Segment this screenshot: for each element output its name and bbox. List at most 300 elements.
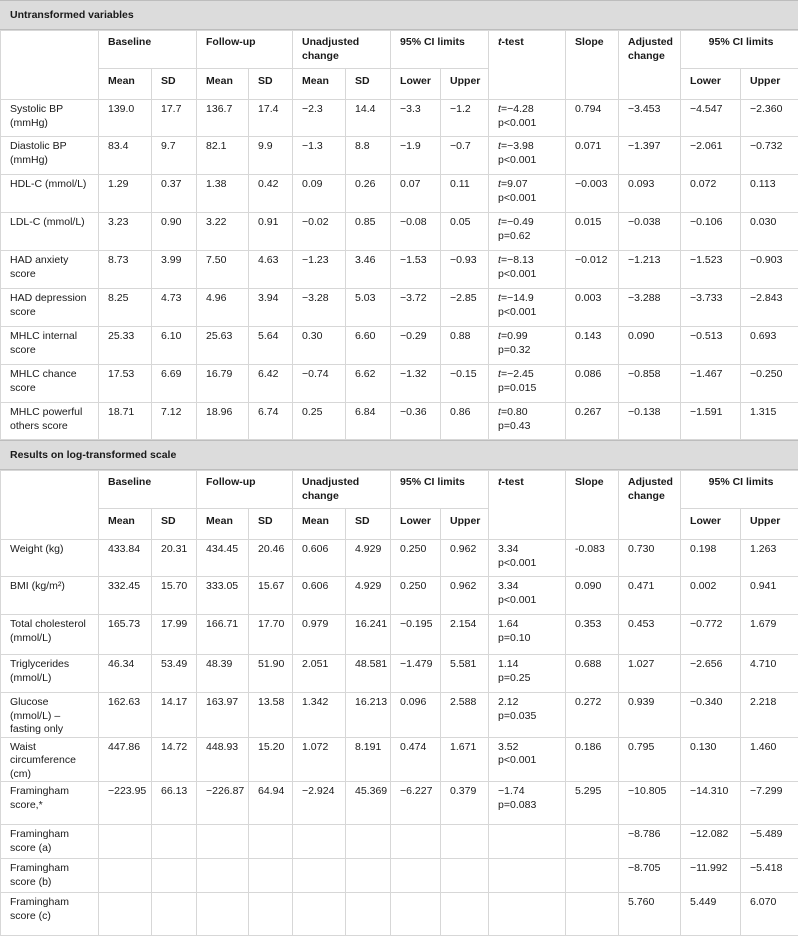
- cell-baseline-mean: 139.0: [99, 100, 152, 137]
- ttest-stat: [498, 140, 559, 154]
- subheader-upper: Upper: [741, 69, 798, 100]
- ttest-p-value: p<0.001: [498, 153, 537, 166]
- cell-adjusted-ci-upper: −0.903: [741, 251, 798, 289]
- cell-unadjusted-sd: 6.84: [346, 403, 391, 440]
- ttest-stat-value: =−14.9: [500, 292, 534, 304]
- cell-followup-mean: 1.38: [197, 175, 249, 213]
- ttest-p-value: p=0.32: [498, 343, 531, 356]
- cell-adjusted-change: −1.213: [619, 251, 681, 289]
- cell-slope: 0.794: [566, 100, 619, 137]
- cell-ttest: [489, 137, 566, 175]
- table-row: [1, 693, 798, 738]
- untransformed-table: [0, 30, 798, 440]
- subheader-mean: Mean: [293, 69, 346, 100]
- ttest-stat-value: =0.99: [500, 330, 528, 342]
- cell-followup-mean: [197, 825, 249, 859]
- cell-unadjusted-sd: 14.4: [346, 100, 391, 137]
- ttest-stat: [498, 741, 559, 755]
- cell-adjusted-change: 1.027: [619, 655, 681, 693]
- cell-ttest: [489, 737, 566, 782]
- cell-ttest: [489, 782, 566, 825]
- subheader-lower: Lower: [391, 69, 441, 100]
- cell-adjusted-ci-lower: −2.656: [681, 655, 741, 693]
- cell-slope: 0.090: [566, 577, 619, 615]
- ttest-p-value: p=0.10: [498, 631, 531, 644]
- cell-adjusted-ci-upper: 1.263: [741, 540, 798, 577]
- cell-adjusted-change: 0.453: [619, 615, 681, 655]
- cell-ci-lower: [391, 893, 441, 936]
- cell-adjusted-ci-lower: −1.523: [681, 251, 741, 289]
- cell-unadjusted-sd: [346, 825, 391, 859]
- ttest-stat-value: =−8.13: [500, 254, 534, 266]
- header-ttest-italic: t: [498, 36, 502, 48]
- row-label: HAD anxiety score: [1, 251, 99, 289]
- ttest-stat-value: =9.07: [500, 178, 528, 190]
- subheader-lower: Lower: [681, 69, 741, 100]
- cell-adjusted-ci-lower: 5.449: [681, 893, 741, 936]
- cell-ci-lower: −0.195: [391, 615, 441, 655]
- cell-followup-sd: 6.42: [249, 365, 293, 403]
- ttest-p-value: p<0.001: [498, 116, 537, 129]
- cell-baseline-mean: [99, 893, 152, 936]
- cell-followup-mean: [197, 893, 249, 936]
- cell-unadjusted-mean: −2.924: [293, 782, 346, 825]
- cell-unadjusted-sd: [346, 893, 391, 936]
- cell-unadjusted-sd: 16.213: [346, 693, 391, 738]
- cell-followup-sd: 3.94: [249, 289, 293, 327]
- row-label: Framingham score (c): [1, 893, 99, 936]
- row-label: Systolic BP (mmHg): [1, 100, 99, 137]
- cell-unadjusted-mean: 0.25: [293, 403, 346, 440]
- cell-adjusted-change: −3.288: [619, 289, 681, 327]
- cell-baseline-sd: 53.49: [152, 655, 197, 693]
- table-row: [1, 825, 798, 859]
- cell-adjusted-ci-lower: −2.061: [681, 137, 741, 175]
- cell-ci-upper: 1.671: [441, 737, 489, 782]
- cell-followup-sd: 13.58: [249, 693, 293, 738]
- row-label: HDL-C (mmol/L): [1, 175, 99, 213]
- table-row: [1, 251, 798, 289]
- cell-adjusted-ci-upper: 1.315: [741, 403, 798, 440]
- cell-adjusted-ci-upper: −2.843: [741, 289, 798, 327]
- table-row: [1, 615, 798, 655]
- cell-ttest: [489, 175, 566, 213]
- cell-baseline-mean: [99, 825, 152, 859]
- cell-followup-mean: 7.50: [197, 251, 249, 289]
- cell-ci-upper: 5.581: [441, 655, 489, 693]
- subheader-sd: SD: [152, 509, 197, 540]
- cell-unadjusted-mean: −0.74: [293, 365, 346, 403]
- subheader-upper: Upper: [741, 509, 798, 540]
- cell-ci-lower: −1.32: [391, 365, 441, 403]
- cell-ttest: [489, 289, 566, 327]
- cell-followup-mean: 163.97: [197, 693, 249, 738]
- subheader-mean: Mean: [197, 69, 249, 100]
- header-unadjusted-change: Unadjusted change: [293, 471, 391, 509]
- ttest-p-value: p=0.015: [498, 381, 537, 394]
- cell-followup-mean: [197, 859, 249, 893]
- cell-followup-sd: 17.70: [249, 615, 293, 655]
- cell-adjusted-ci-lower: −14.310: [681, 782, 741, 825]
- cell-followup-sd: 6.74: [249, 403, 293, 440]
- ttest-symbol: t: [498, 103, 501, 115]
- cell-baseline-sd: [152, 859, 197, 893]
- cell-adjusted-ci-lower: −0.772: [681, 615, 741, 655]
- cell-baseline-sd: 6.10: [152, 327, 197, 365]
- cell-unadjusted-sd: 5.03: [346, 289, 391, 327]
- ttest-symbol: t: [498, 368, 501, 380]
- cell-ci-lower: [391, 859, 441, 893]
- cell-adjusted-change: 0.093: [619, 175, 681, 213]
- header-slope: Slope: [566, 471, 619, 540]
- cell-adjusted-ci-lower: −4.547: [681, 100, 741, 137]
- cell-slope: [566, 893, 619, 936]
- cell-ci-upper: [441, 893, 489, 936]
- cell-baseline-sd: [152, 893, 197, 936]
- table-row: [1, 137, 798, 175]
- table-row: [1, 327, 798, 365]
- cell-ci-lower: 0.250: [391, 540, 441, 577]
- cell-ttest: [489, 655, 566, 693]
- untransformed-body: [1, 100, 798, 440]
- cell-adjusted-ci-upper: 0.693: [741, 327, 798, 365]
- ttest-stat: [498, 330, 559, 344]
- cell-ci-upper: −0.15: [441, 365, 489, 403]
- cell-baseline-sd: 15.70: [152, 577, 197, 615]
- ttest-p-value: p<0.001: [498, 267, 537, 280]
- cell-unadjusted-mean: −1.3: [293, 137, 346, 175]
- cell-baseline-mean: 25.33: [99, 327, 152, 365]
- header-ttest: [489, 471, 566, 540]
- row-label: Framingham score,*: [1, 782, 99, 825]
- log-table: [0, 470, 798, 936]
- cell-unadjusted-mean: −0.02: [293, 213, 346, 251]
- cell-followup-sd: [249, 893, 293, 936]
- ttest-symbol: t: [498, 254, 501, 266]
- ttest-stat: [498, 785, 559, 799]
- cell-baseline-mean: 83.4: [99, 137, 152, 175]
- cell-slope: 0.353: [566, 615, 619, 655]
- cell-ci-lower: −1.479: [391, 655, 441, 693]
- row-label: MHLC chance score: [1, 365, 99, 403]
- cell-unadjusted-mean: 0.606: [293, 577, 346, 615]
- header-ci-limits-adjusted: 95% CI limits: [681, 471, 798, 509]
- cell-adjusted-ci-upper: 0.113: [741, 175, 798, 213]
- row-label: BMI (kg/m²): [1, 577, 99, 615]
- cell-adjusted-ci-upper: −7.299: [741, 782, 798, 825]
- cell-ci-upper: −0.7: [441, 137, 489, 175]
- cell-baseline-sd: 17.7: [152, 100, 197, 137]
- cell-adjusted-ci-upper: −2.360: [741, 100, 798, 137]
- cell-followup-sd: 0.91: [249, 213, 293, 251]
- cell-baseline-sd: 3.99: [152, 251, 197, 289]
- cell-adjusted-change: 0.471: [619, 577, 681, 615]
- cell-ci-lower: −1.53: [391, 251, 441, 289]
- cell-followup-sd: 0.42: [249, 175, 293, 213]
- cell-ci-upper: [441, 825, 489, 859]
- cell-adjusted-ci-upper: 6.070: [741, 893, 798, 936]
- cell-adjusted-ci-upper: −5.418: [741, 859, 798, 893]
- cell-baseline-sd: 0.90: [152, 213, 197, 251]
- cell-unadjusted-sd: 8.8: [346, 137, 391, 175]
- cell-unadjusted-mean: −3.28: [293, 289, 346, 327]
- cell-ci-upper: [441, 859, 489, 893]
- row-label: HAD depression score: [1, 289, 99, 327]
- ttest-stat: [498, 543, 559, 557]
- cell-ci-lower: 0.07: [391, 175, 441, 213]
- cell-ci-upper: 0.11: [441, 175, 489, 213]
- header-baseline: Baseline: [99, 471, 197, 509]
- subheader-upper: Upper: [441, 509, 489, 540]
- ttest-stat: [498, 216, 559, 230]
- cell-followup-sd: 17.4: [249, 100, 293, 137]
- table-row: [1, 175, 798, 213]
- header-ttest-rest: -test: [501, 36, 524, 48]
- corner-cell: [1, 31, 99, 100]
- cell-baseline-sd: 0.37: [152, 175, 197, 213]
- row-label: Glucose (mmol/L) – fasting only: [1, 693, 99, 738]
- header-ci-limits: 95% CI limits: [391, 471, 489, 509]
- cell-ci-lower: 0.474: [391, 737, 441, 782]
- cell-ttest: [489, 825, 566, 859]
- cell-ci-lower: −1.9: [391, 137, 441, 175]
- header-unadjusted-change: Unadjusted change: [293, 31, 391, 69]
- table-row: [1, 540, 798, 577]
- ttest-symbol: t: [498, 406, 501, 418]
- cell-ci-lower: [391, 825, 441, 859]
- cell-ttest: [489, 893, 566, 936]
- cell-ci-lower: −3.3: [391, 100, 441, 137]
- ttest-p-value: p=0.035: [498, 709, 537, 722]
- cell-ci-upper: 0.379: [441, 782, 489, 825]
- ttest-p-value: p=0.25: [498, 671, 531, 684]
- cell-unadjusted-sd: [346, 859, 391, 893]
- cell-followup-sd: 20.46: [249, 540, 293, 577]
- table-row: [1, 213, 798, 251]
- table-row: [1, 782, 798, 825]
- cell-unadjusted-mean: [293, 859, 346, 893]
- cell-adjusted-ci-lower: −0.513: [681, 327, 741, 365]
- cell-followup-sd: 15.67: [249, 577, 293, 615]
- cell-ci-upper: 2.588: [441, 693, 489, 738]
- ttest-p-value: p<0.001: [498, 754, 537, 766]
- table-row: [1, 893, 798, 936]
- cell-ttest: [489, 540, 566, 577]
- cell-ttest: [489, 365, 566, 403]
- cell-adjusted-ci-upper: −0.732: [741, 137, 798, 175]
- cell-baseline-mean: 332.45: [99, 577, 152, 615]
- cell-unadjusted-mean: [293, 825, 346, 859]
- cell-ci-upper: 0.05: [441, 213, 489, 251]
- cell-followup-mean: −226.87: [197, 782, 249, 825]
- cell-slope: 0.267: [566, 403, 619, 440]
- cell-baseline-sd: 14.17: [152, 693, 197, 738]
- subheader-lower: Lower: [391, 509, 441, 540]
- subheader-sd: SD: [346, 509, 391, 540]
- cell-baseline-mean: 447.86: [99, 737, 152, 782]
- header-ttest-rest: -test: [501, 476, 524, 488]
- ttest-stat: [498, 103, 559, 117]
- cell-unadjusted-sd: 0.26: [346, 175, 391, 213]
- ttest-p-value: p<0.001: [498, 191, 537, 204]
- cell-baseline-mean: 162.63: [99, 693, 152, 738]
- row-label: Triglycerides (mmol/L): [1, 655, 99, 693]
- cell-adjusted-change: 0.939: [619, 693, 681, 738]
- cell-ci-lower: −0.08: [391, 213, 441, 251]
- cell-ci-upper: −2.85: [441, 289, 489, 327]
- cell-adjusted-ci-lower: 0.130: [681, 737, 741, 782]
- subheader-lower: Lower: [681, 509, 741, 540]
- cell-unadjusted-sd: 3.46: [346, 251, 391, 289]
- table-row: [1, 655, 798, 693]
- cell-baseline-sd: 14.72: [152, 737, 197, 782]
- cell-unadjusted-mean: 0.979: [293, 615, 346, 655]
- cell-adjusted-ci-upper: −5.489: [741, 825, 798, 859]
- ttest-stat-value: 3.34: [498, 580, 519, 592]
- cell-adjusted-ci-upper: −0.250: [741, 365, 798, 403]
- cell-slope: 0.186: [566, 737, 619, 782]
- cell-baseline-sd: 4.73: [152, 289, 197, 327]
- cell-unadjusted-mean: 0.09: [293, 175, 346, 213]
- header-ttest-italic: t: [498, 476, 502, 488]
- cell-slope: -0.083: [566, 540, 619, 577]
- row-label: Waist circumference (cm): [1, 737, 99, 782]
- cell-baseline-sd: [152, 825, 197, 859]
- table-row: [1, 100, 798, 137]
- ttest-p-value: p<0.001: [498, 593, 537, 606]
- cell-ci-upper: −1.2: [441, 100, 489, 137]
- table-row: [1, 289, 798, 327]
- ttest-p-value: p<0.001: [498, 556, 537, 569]
- cell-unadjusted-mean: 1.342: [293, 693, 346, 738]
- cell-unadjusted-mean: −1.23: [293, 251, 346, 289]
- row-label: MHLC powerful others score: [1, 403, 99, 440]
- cell-unadjusted-sd: 45.369: [346, 782, 391, 825]
- cell-ttest: [489, 100, 566, 137]
- header-ci-limits-adjusted: 95% CI limits: [681, 31, 798, 69]
- cell-adjusted-ci-upper: 4.710: [741, 655, 798, 693]
- cell-slope: 0.003: [566, 289, 619, 327]
- corner-cell: [1, 471, 99, 540]
- cell-adjusted-change: −1.397: [619, 137, 681, 175]
- cell-unadjusted-mean: 0.30: [293, 327, 346, 365]
- ttest-symbol: t: [498, 140, 501, 152]
- cell-unadjusted-mean: 1.072: [293, 737, 346, 782]
- ttest-symbol: t: [498, 330, 501, 342]
- cell-adjusted-change: 0.090: [619, 327, 681, 365]
- cell-baseline-mean: 165.73: [99, 615, 152, 655]
- header-adjusted-change: Adjusted change: [619, 471, 681, 540]
- cell-ttest: [489, 859, 566, 893]
- cell-adjusted-change: −0.138: [619, 403, 681, 440]
- table-row: [1, 365, 798, 403]
- cell-adjusted-ci-upper: 1.460: [741, 737, 798, 782]
- cell-adjusted-ci-lower: 0.072: [681, 175, 741, 213]
- cell-ttest: [489, 615, 566, 655]
- cell-slope: 0.015: [566, 213, 619, 251]
- cell-adjusted-change: −8.705: [619, 859, 681, 893]
- header-followup: Follow-up: [197, 471, 293, 509]
- cell-slope: [566, 825, 619, 859]
- cell-adjusted-ci-lower: 0.002: [681, 577, 741, 615]
- ttest-stat-value: =−4.28: [500, 103, 534, 115]
- cell-baseline-mean: −223.95: [99, 782, 152, 825]
- cell-followup-sd: 4.63: [249, 251, 293, 289]
- ttest-p-value: p=0.62: [498, 229, 531, 242]
- ttest-stat-value: =−2.45: [500, 368, 534, 380]
- ttest-stat-value: =0.80: [500, 406, 528, 418]
- cell-baseline-mean: 1.29: [99, 175, 152, 213]
- subheader-mean: Mean: [99, 69, 152, 100]
- cell-ci-upper: 0.962: [441, 577, 489, 615]
- cell-baseline-sd: 20.31: [152, 540, 197, 577]
- cell-slope: 0.688: [566, 655, 619, 693]
- cell-baseline-mean: 46.34: [99, 655, 152, 693]
- cell-ci-lower: 0.096: [391, 693, 441, 738]
- ttest-stat: [498, 178, 559, 192]
- table-row: [1, 859, 798, 893]
- ttest-stat: [498, 696, 559, 710]
- cell-baseline-sd: 9.7: [152, 137, 197, 175]
- cell-unadjusted-sd: 6.62: [346, 365, 391, 403]
- row-label: MHLC internal score: [1, 327, 99, 365]
- cell-unadjusted-sd: 0.85: [346, 213, 391, 251]
- cell-adjusted-ci-lower: −12.082: [681, 825, 741, 859]
- cell-baseline-sd: 6.69: [152, 365, 197, 403]
- subheader-upper: Upper: [441, 69, 489, 100]
- cell-ci-upper: 0.962: [441, 540, 489, 577]
- subheader-mean: Mean: [197, 509, 249, 540]
- subheader-sd: SD: [249, 509, 293, 540]
- cell-slope: 0.272: [566, 693, 619, 738]
- table-row: [1, 737, 798, 782]
- cell-adjusted-ci-lower: −3.733: [681, 289, 741, 327]
- table-row: [1, 577, 798, 615]
- cell-ttest: [489, 251, 566, 289]
- cell-slope: [566, 859, 619, 893]
- cell-followup-mean: 18.96: [197, 403, 249, 440]
- cell-unadjusted-sd: 8.191: [346, 737, 391, 782]
- cell-adjusted-ci-lower: −1.591: [681, 403, 741, 440]
- cell-adjusted-change: 0.795: [619, 737, 681, 782]
- cell-slope: 0.143: [566, 327, 619, 365]
- cell-followup-sd: [249, 825, 293, 859]
- cell-adjusted-change: −10.805: [619, 782, 681, 825]
- subheader-sd: SD: [249, 69, 293, 100]
- ttest-symbol: t: [498, 292, 501, 304]
- cell-baseline-sd: 66.13: [152, 782, 197, 825]
- row-label: Total cholesterol (mmol/L): [1, 615, 99, 655]
- cell-ttest: [489, 327, 566, 365]
- row-label: Weight (kg): [1, 540, 99, 577]
- cell-baseline-mean: [99, 859, 152, 893]
- header-slope: Slope: [566, 31, 619, 100]
- ttest-stat: [498, 406, 559, 420]
- header-followup: Follow-up: [197, 31, 293, 69]
- header-adjusted-change: Adjusted change: [619, 31, 681, 100]
- cell-slope: 0.086: [566, 365, 619, 403]
- cell-followup-mean: 48.39: [197, 655, 249, 693]
- ttest-p-value: p<0.001: [498, 305, 537, 318]
- cell-ci-lower: −0.29: [391, 327, 441, 365]
- ttest-stat: [498, 658, 559, 672]
- ttest-p-value: p=0.083: [498, 798, 537, 811]
- header-ttest: [489, 31, 566, 100]
- cell-adjusted-ci-upper: 0.030: [741, 213, 798, 251]
- cell-slope: −0.012: [566, 251, 619, 289]
- cell-ttest: [489, 693, 566, 738]
- cell-ttest: [489, 577, 566, 615]
